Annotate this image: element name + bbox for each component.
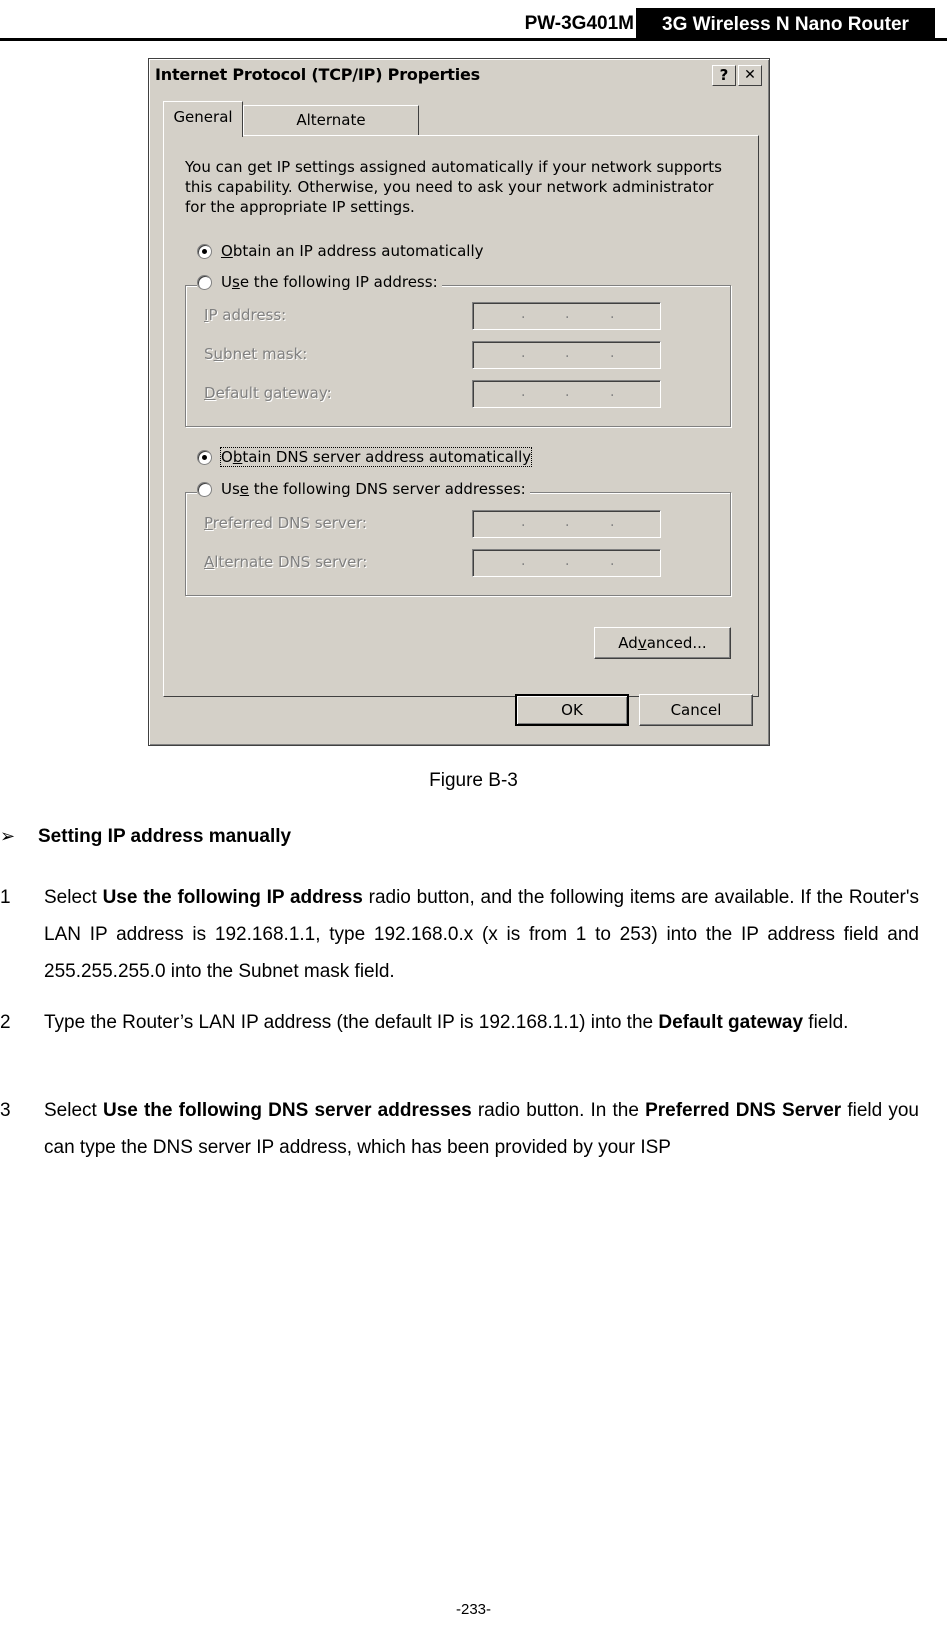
ip-address-field[interactable]: . . . [472, 302, 661, 330]
help-button[interactable]: ? [712, 65, 736, 86]
use-following-dns-label: Use the following DNS server addresses: [221, 480, 526, 498]
section-title: Setting IP address manually [38, 826, 292, 847]
use-following-ip-label: Use the following IP address: [221, 273, 438, 291]
use-following-dns-radio[interactable] [197, 480, 530, 498]
step-text: Select Use the following IP address radio button, and the following items are available. If the Router's LAN IP address is 192.168.1.1, type 192.168.0.x (x is from 1 to 253) into the IP address field and 255.255.255.0 into the Subnet mask field. [44, 887, 919, 982]
alternate-dns-label: Alternate DNS server: [204, 553, 368, 571]
subnet-mask-label: Subnet mask: [204, 345, 308, 363]
radio-selected-icon [197, 450, 212, 465]
radio-selected-icon [197, 244, 212, 259]
document-model-label: PW-3G401M [524, 13, 634, 34]
arrow-bullet-icon: ➢ [0, 826, 16, 847]
step-text: Type the Router’s LAN IP address (the default IP is 192.168.1.1) into the Default gateway field. [44, 1012, 849, 1033]
preferred-dns-field[interactable]: . . . [472, 510, 661, 538]
alternate-dns-field[interactable]: . . . [472, 549, 661, 577]
advanced-button[interactable]: Advanced... [594, 627, 731, 659]
subnet-mask-field[interactable]: . . . [472, 341, 661, 369]
radio-unselected-icon [197, 482, 212, 497]
default-gateway-label: Default gateway: [204, 384, 332, 402]
obtain-dns-automatically-radio[interactable] [197, 448, 535, 466]
tab-general[interactable]: General [163, 101, 243, 137]
obtain-ip-automatically-radio[interactable] [197, 242, 488, 260]
cancel-button[interactable]: Cancel [639, 694, 753, 726]
tcpip-properties-dialog [148, 58, 770, 746]
default-gateway-field[interactable]: . . . [472, 380, 661, 408]
document-product-label: 3G Wireless N Nano Router [636, 8, 935, 40]
use-following-ip-radio[interactable] [197, 273, 442, 291]
tab-alternate-configuration[interactable]: Alternate [243, 105, 419, 135]
step-number: 3 [0, 1100, 11, 1121]
close-icon: ✕ [744, 67, 756, 83]
close-button[interactable] [738, 65, 762, 86]
step-number: 2 [0, 1012, 11, 1033]
radio-unselected-icon [197, 275, 212, 290]
intro-text: You can get IP settings assigned automatically if your network supports this capability. Otherwise, you need to ask your network administrator for the appropriate IP settings. [185, 158, 722, 216]
preferred-dns-label: Preferred DNS server: [204, 514, 367, 532]
header-rule [0, 38, 947, 41]
dialog-title: Internet Protocol (TCP/IP) Properties [155, 65, 480, 84]
obtain-dns-automatically-label: Obtain DNS server address automatically [221, 448, 532, 466]
ip-address-label: IP address: [204, 306, 287, 324]
dns-server-groupbox [185, 492, 731, 596]
dialog-titlebar[interactable] [152, 62, 766, 88]
obtain-ip-automatically-label: Obtain an IP address automatically [221, 242, 484, 260]
figure-caption: Figure B-3 [429, 770, 518, 791]
step-text: Select Use the following DNS server addresses radio button. In the Preferred DNS Server field you can type the DNS server IP address, which has been provided by your ISP [44, 1100, 919, 1158]
page-number: -233- [455, 1601, 492, 1618]
step-number: 1 [0, 887, 11, 908]
ok-button[interactable]: OK [515, 694, 629, 726]
